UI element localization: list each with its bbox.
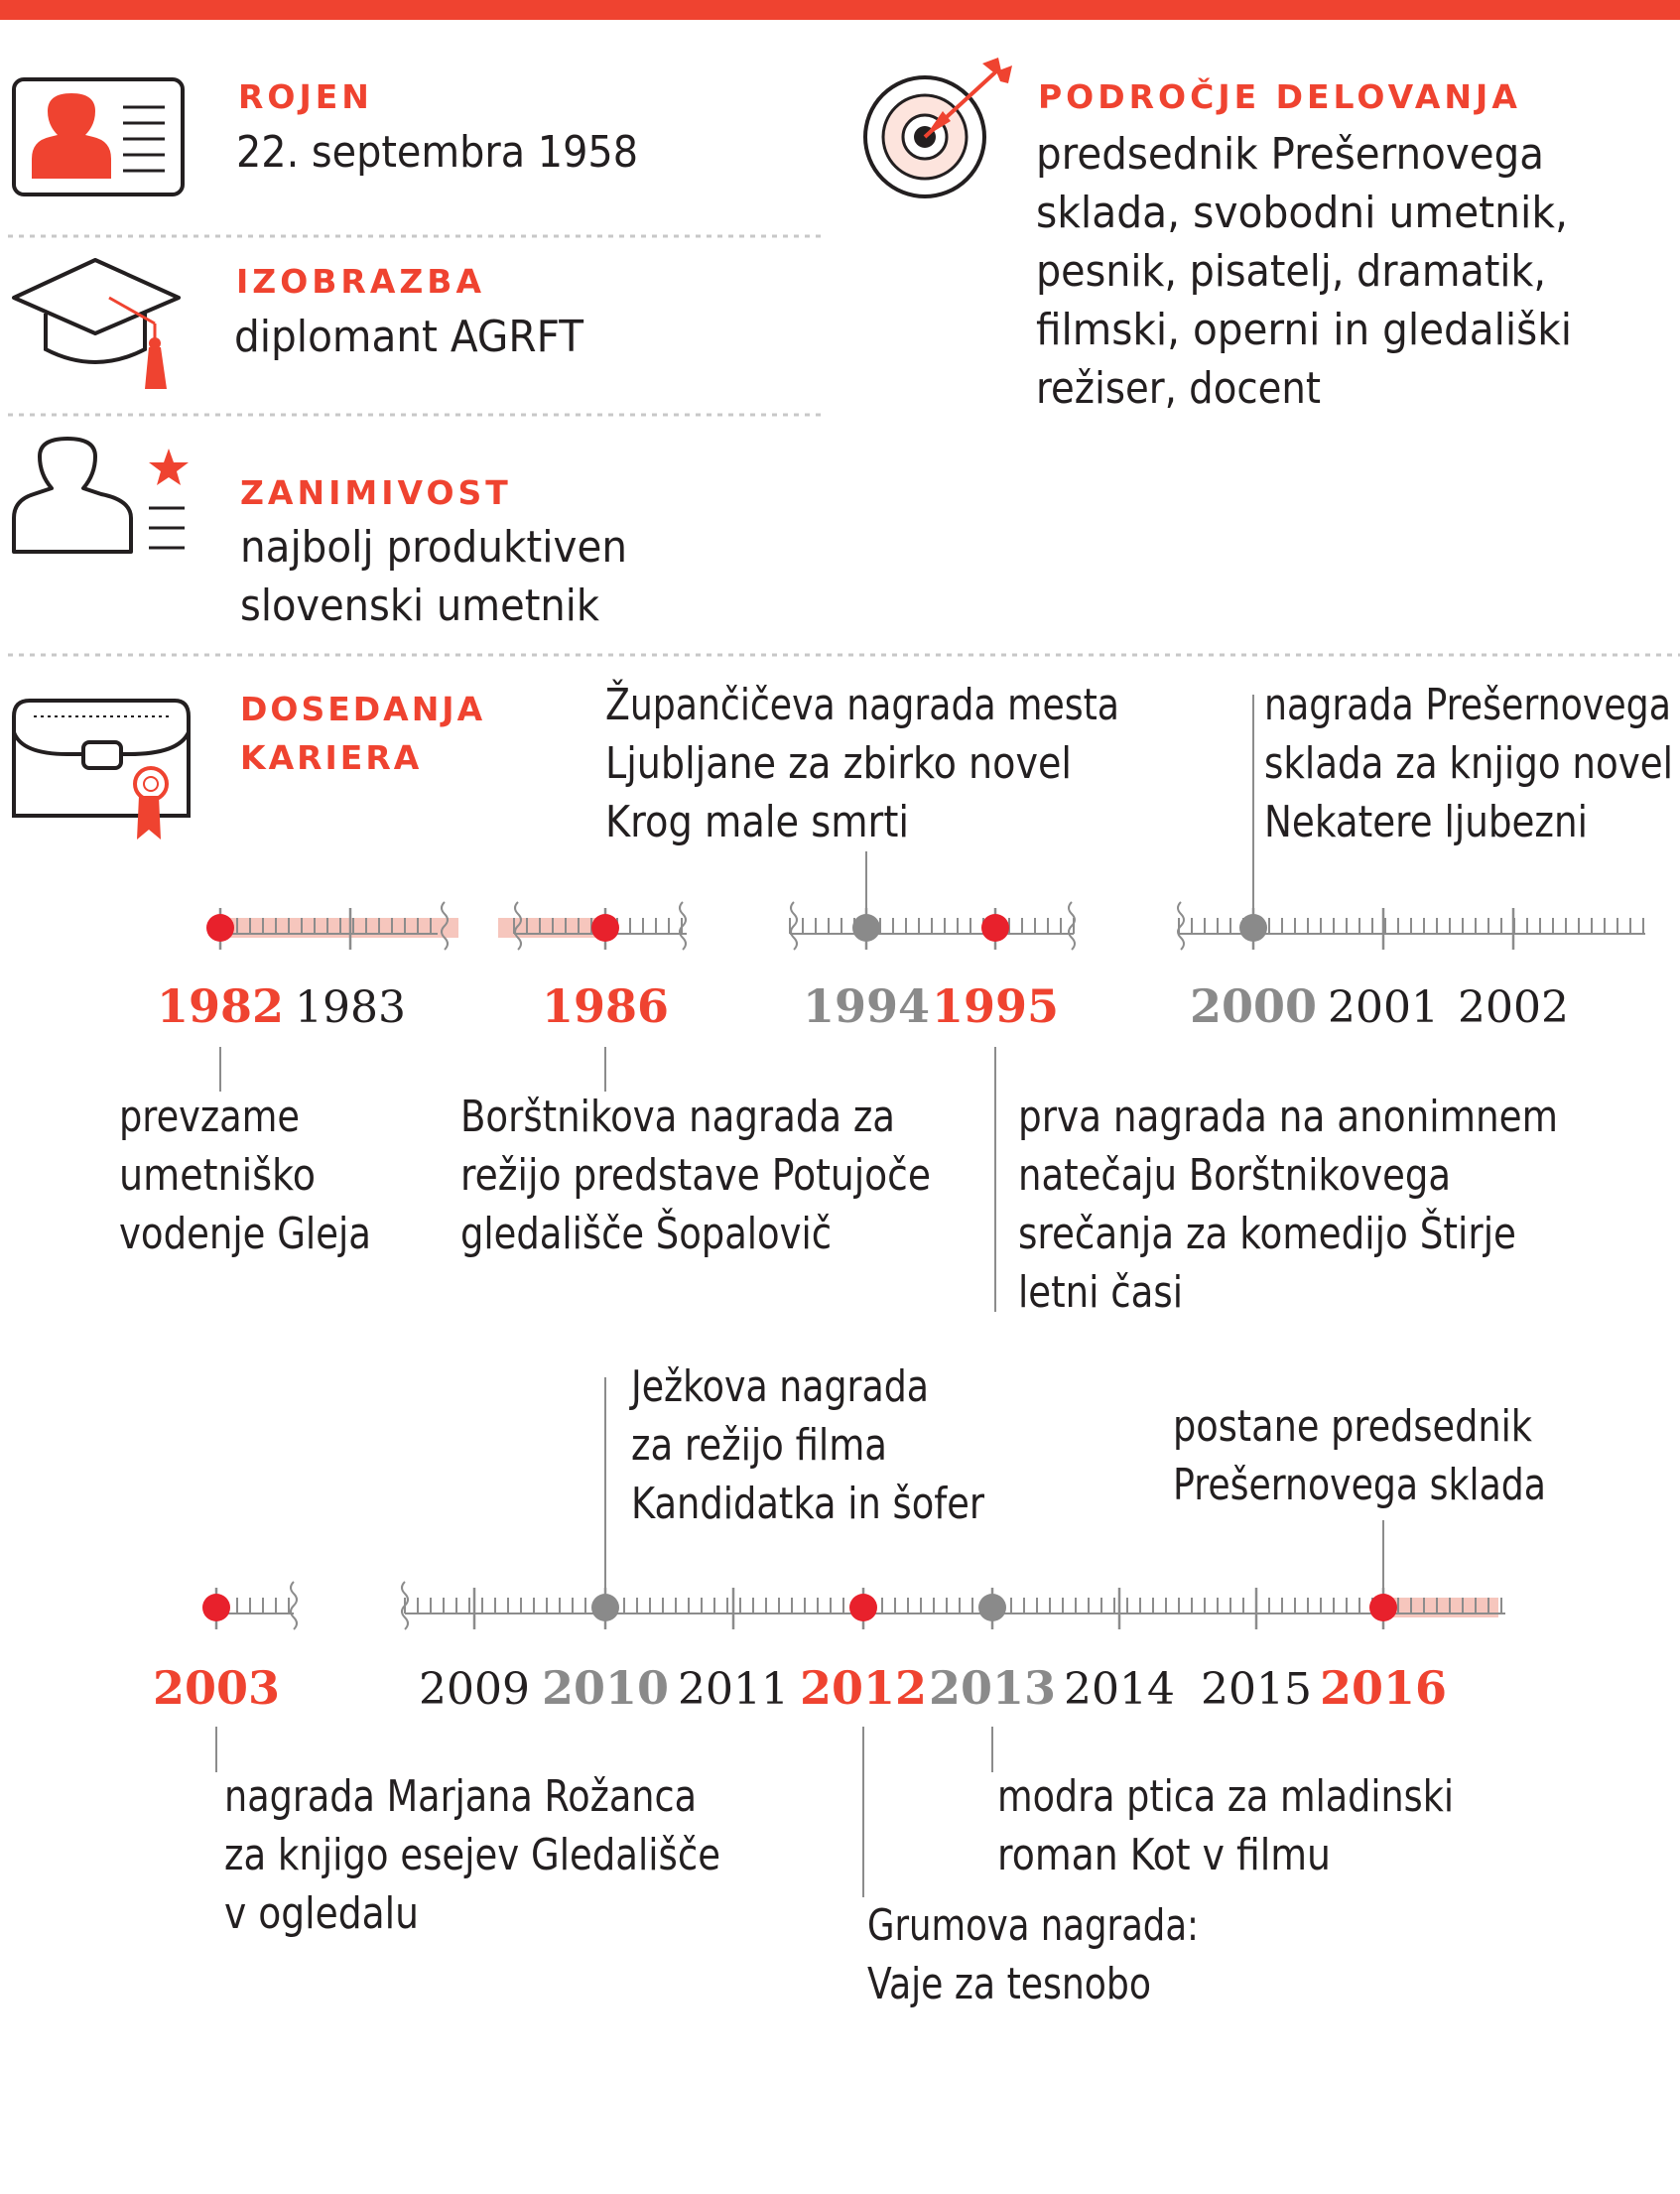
- event-text-line: v ogledalu: [224, 1888, 419, 1939]
- event-text-line: letni časi: [1018, 1267, 1183, 1318]
- year-label-2003: 2003: [152, 1661, 281, 1715]
- event-dot-1995: [981, 914, 1009, 942]
- event-text-line: roman Kot v filmu: [997, 1830, 1331, 1880]
- field-line: filmski, operni in gledališki: [1036, 305, 1572, 355]
- field-line: pesnik, pisatelj, dramatik,: [1036, 246, 1546, 297]
- timeline-event-1994: [605, 678, 1230, 847]
- career-label-line: KARIERA: [240, 738, 423, 777]
- event-text-line: umetniško: [119, 1150, 316, 1201]
- year-label-2000: 2000: [1189, 979, 1318, 1033]
- timeline-event-2000: [1264, 680, 1673, 847]
- event-text-line: Grumova nagrada:: [867, 1900, 1199, 1951]
- profile-field: [1036, 76, 1572, 414]
- field-line: predsednik Prešernovega: [1036, 129, 1544, 180]
- event-text-line: za knjigo esejev Gledališče: [224, 1830, 720, 1880]
- event-text-line: postane predsednik: [1173, 1401, 1533, 1452]
- event-text-line: Vaje za tesnobo: [867, 1959, 1151, 2009]
- event-text-line: modra ptica za mladinski: [997, 1771, 1454, 1822]
- event-text-line: za režijo filma: [631, 1420, 887, 1471]
- timeline-events: [119, 678, 1673, 2009]
- certificate-folder-icon: [14, 701, 189, 839]
- axis-break-mark: [402, 1582, 408, 1629]
- axis-break-mark: [680, 902, 686, 950]
- event-dot-2012: [849, 1594, 877, 1621]
- year-label-2002: 2002: [1458, 982, 1569, 1033]
- curiosity-line: najbolj produktiven: [240, 522, 627, 573]
- top-accent-bar: [0, 0, 1680, 20]
- event-text-line: Nekatere ljubezni: [1264, 797, 1588, 847]
- profile-education: [234, 262, 583, 362]
- event-dot-2013: [978, 1594, 1006, 1621]
- education-label: IZOBRAZBA: [236, 262, 485, 301]
- curiosity-line: slovenski umetnik: [240, 581, 600, 631]
- graduation-cap-icon: [14, 260, 179, 389]
- event-text-line: vodenje Gleja: [119, 1209, 371, 1259]
- event-dot-2000: [1239, 914, 1267, 942]
- event-text-line: Župančičeva nagrada mesta: [605, 680, 1230, 730]
- profile-born: [236, 77, 638, 178]
- curiosity-label: ZANIMIVOST: [240, 473, 512, 512]
- timeline: [119, 678, 1673, 2009]
- career-label-line: DOSEDANJA: [240, 690, 486, 728]
- event-text-line: natečaju Borštnikovega: [1018, 1150, 1451, 1201]
- event-text-line: Borštnikova nagrada za: [460, 1092, 895, 1142]
- year-label-2010: 2010: [541, 1661, 670, 1715]
- born-label: ROJEN: [238, 77, 373, 116]
- timeline-event-2012: [867, 1900, 1199, 2009]
- event-text-line: nagrada Prešernovega: [1264, 680, 1671, 730]
- axis-break-mark: [291, 1582, 297, 1629]
- year-label-2012: 2012: [799, 1661, 928, 1715]
- event-text-line: Ljubljane za zbirko novel: [605, 738, 1072, 789]
- born-value: 22. septembra 1958: [236, 127, 638, 178]
- year-label-2014: 2014: [1064, 1664, 1175, 1715]
- career-heading: [240, 690, 485, 777]
- event-text-line: gledališče Šopalovič: [460, 1209, 904, 1259]
- event-dot-2010: [591, 1594, 619, 1621]
- event-text-line: prevzame: [119, 1092, 300, 1142]
- year-label-2011: 2011: [678, 1664, 789, 1715]
- event-text-line: prva nagrada na anonimnem: [1018, 1092, 1558, 1142]
- field-label: PODROČJE DELOVANJA: [1038, 77, 1521, 116]
- field-line: sklada, svobodni umetnik,: [1036, 188, 1568, 238]
- axis-break-mark: [791, 902, 797, 950]
- event-text-line: Prešernovega sklada: [1173, 1460, 1546, 1510]
- education-value: diplomant AGRFT: [234, 312, 584, 362]
- year-label-1982: 1982: [156, 979, 285, 1033]
- event-text-line: Ježkova nagrada: [628, 1361, 929, 1412]
- event-dot-2016: [1369, 1594, 1397, 1621]
- timeline-event-1982: [119, 1092, 371, 1259]
- id-card-icon: [14, 79, 183, 194]
- year-label-2015: 2015: [1201, 1664, 1312, 1715]
- timeline-event-2013: [997, 1771, 1454, 1880]
- event-dot-1994: [852, 914, 880, 942]
- year-label-2016: 2016: [1319, 1661, 1448, 1715]
- event-text-line: nagrada Marjana Rožanca: [224, 1771, 697, 1822]
- event-text-line: srečanja za komedijo Štirje: [1018, 1209, 1607, 1259]
- target-icon: [865, 58, 1012, 196]
- profile-curiosity: [240, 473, 627, 631]
- event-text-line: sklada za knjigo novel: [1264, 738, 1673, 789]
- event-text-line: režijo predstave Potujoče: [460, 1150, 931, 1201]
- event-text-line: Kandidatka in šofer: [631, 1479, 985, 1529]
- timeline-event-1986: [460, 1092, 931, 1259]
- timeline-event-2016: [1173, 1401, 1546, 1510]
- year-label-2009: 2009: [419, 1664, 530, 1715]
- person-star-icon: [14, 439, 189, 552]
- timeline-event-2003: [224, 1771, 720, 1939]
- event-text-line: Krog male smrti: [605, 797, 909, 847]
- event-dot-1986: [591, 914, 619, 942]
- event-dot-1982: [206, 914, 234, 942]
- year-label-1995: 1995: [931, 979, 1060, 1033]
- year-label-2001: 2001: [1328, 982, 1439, 1033]
- year-label-1994: 1994: [802, 979, 931, 1033]
- field-line: režiser, docent: [1036, 363, 1321, 414]
- year-label-2013: 2013: [928, 1661, 1057, 1715]
- timeline-event-1995: [1018, 1092, 1607, 1318]
- year-label-1986: 1986: [541, 979, 670, 1033]
- year-label-1983: 1983: [295, 982, 406, 1033]
- event-dot-2003: [202, 1594, 230, 1621]
- timeline-leader-lines: [216, 695, 1383, 1897]
- timeline-event-2010: [629, 1361, 985, 1529]
